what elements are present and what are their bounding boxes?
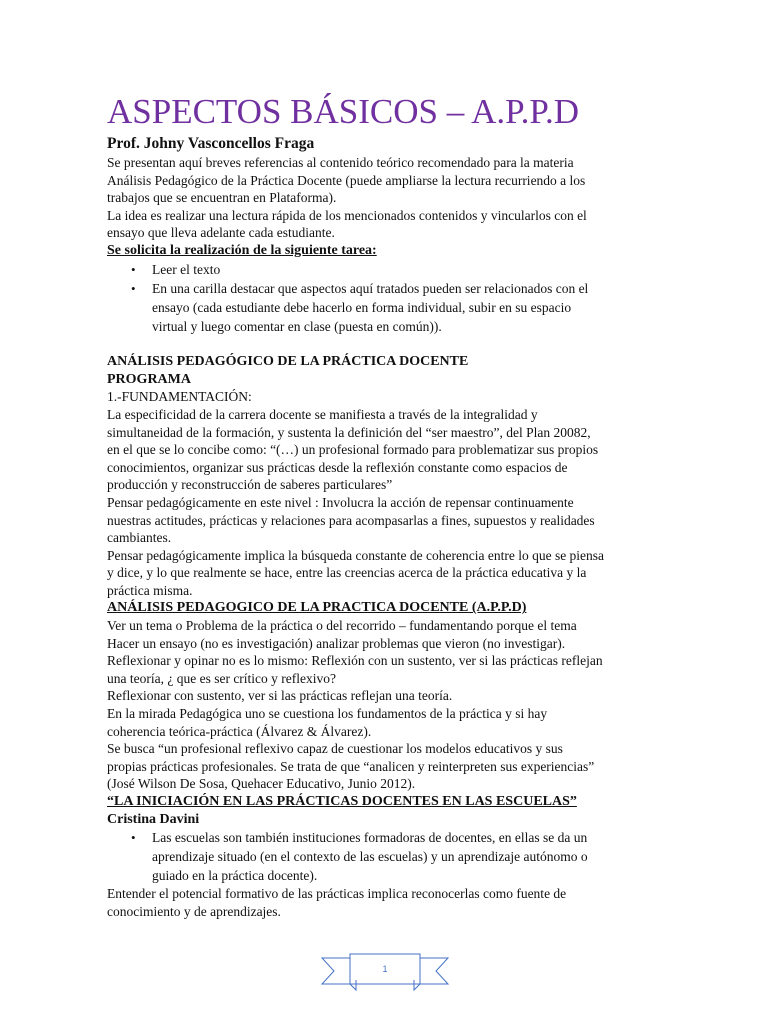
document-title: ASPECTOS BÁSICOS – A.P.P.D [107, 92, 580, 131]
text-line: producción y reconstrucción de saberes particulares” [107, 477, 393, 493]
section1-subheading: PROGRAMA [107, 371, 191, 387]
text-line: Se presentan aquí breves referencias al contenido teórico recomendado para la materia [107, 155, 574, 170]
page-number: 1 [382, 964, 388, 974]
text-line: trabajos que se encuentran en Plataforma). [107, 190, 337, 206]
text-line: En la mirada Pedagógica uno se cuestiona los fundamentos de la práctica y si hay [107, 706, 548, 722]
bullet-icon: • [131, 261, 136, 277]
text-line: simultaneidad de la formación, y sustenta la definición del “ser maestro”, del Plan 20082, [107, 424, 591, 440]
bullet-text: aprendizaje situado (en el contexto de las escuelas) y un aprendizaje autónomo o [152, 849, 588, 865]
bullet-icon: • [131, 830, 136, 846]
text-line: La especificidad de la carrera docente se manifiesta a través de la integralidad y [107, 406, 538, 422]
bullet-text: En una carilla destacar que aspectos aquí tratados pueden ser relacionados con el [152, 280, 589, 296]
section1-body [107, 388, 647, 599]
text-line: Reflexionar y opinar no es lo mismo: Reflexión con un sustento, ver si las prácticas reflejan [107, 653, 603, 669]
task-list [107, 260, 647, 336]
text-line: Análisis Pedagógico de la Práctica Docente (puede ampliarse la lectura recurriendo a los [107, 172, 586, 188]
text-line: Ver un tema o Problema de la práctica o del recorrido – fundamentando porque el tema [107, 618, 577, 634]
text-line: Hacer un ensayo (no es investigación) analizar problemas que vieron (no investigar). [107, 635, 566, 651]
bullet-item [107, 279, 647, 336]
text-line: Se busca “un profesional reflexivo capaz de cuestionar los modelos educativos y sus [107, 741, 563, 757]
footer-ribbon-icon [320, 950, 450, 1000]
text-line: coherencia teórica-práctica (Álvarez & Álvarez). [107, 723, 372, 739]
section3-heading: “LA INICIACIÓN EN LAS PRÁCTICAS DOCENTES EN LAS ESCUELAS” [107, 794, 577, 809]
text-line: Pensar pedagógicamente en este nivel : Involucra la acción de repensar continuamente [107, 494, 574, 510]
text-line: Reflexionar con sustento, ver si las prácticas reflejan una teoría. [107, 688, 453, 704]
bullet-text: Leer el texto [152, 261, 221, 277]
text-line: Pensar pedagógicamente implica la búsqueda constante de coherencia entre lo que se piensa [107, 547, 605, 563]
text-line: ensayo que lleva adelante cada estudiante. [107, 225, 335, 241]
text-line: propias prácticas profesionales. Se trata de que “analicen y reinterpreten sus experiencias” [107, 758, 595, 774]
bullet-text: ensayo (cada estudiante debe hacerlo en forma individual, subir en su espacio [152, 299, 572, 315]
bullet-text: Las escuelas son también instituciones formadoras de docentes, en ellas se da un [152, 830, 588, 846]
document-content [107, 92, 647, 920]
document-author: Prof. Johny Vasconcellos Fraga [107, 135, 315, 152]
text-line: Entender el potencial formativo de las prácticas implica reconocerlas como fuente de [107, 886, 567, 902]
bullet-icon: • [131, 280, 136, 296]
text-line: conocimiento y de aprendizajes. [107, 903, 281, 919]
bullet-item [107, 828, 647, 885]
section2-body [107, 617, 647, 793]
text-line: nuestras actitudes, prácticas y relaciones para acompasarlas a fines, supuestos y realidades [107, 512, 595, 528]
text-line: conocimientos, organizar sus prácticas desde la reflexión constante como espacios de [107, 459, 568, 475]
bullet-text: virtual y luego comentar en clase (puesta en común)). [152, 318, 442, 334]
bullet-item [107, 260, 647, 279]
text-line: 1.-FUNDAMENTACIÓN: [107, 389, 252, 405]
text-line: La idea es realizar una lectura rápida de los mencionados contenidos y vincularlos con el [107, 207, 587, 223]
page-footer [320, 950, 450, 1000]
section1-heading: ANÁLISIS PEDAGÓGICO DE LA PRÁCTICA DOCENTE [107, 354, 469, 370]
section3-body [107, 885, 647, 920]
text-line: práctica misma. [107, 582, 193, 598]
text-line: y dice, y lo que realmente se hace, entre las creencias acerca de la práctica educativa y la [107, 565, 587, 581]
section2-heading: ANÁLISIS PEDAGOGICO DE LA PRACTICA DOCENTE (A.P.P.D) [107, 600, 527, 616]
task-heading: Se solicita la realización de la siguiente tarea: [107, 242, 377, 258]
text-line: (José Wilson De Sosa, Quehacer Educativo, Junio 2012). [107, 776, 416, 792]
intro-paragraph [107, 154, 647, 242]
text-line: una teoría, ¿ que es ser crítico y reflexivo? [107, 670, 337, 686]
section3-author: Cristina Davini [107, 811, 200, 827]
text-line: en el que se lo concibe como: “(…) un profesional formado para problematizar sus propios [107, 442, 599, 458]
section3-list [107, 828, 647, 885]
text-line: cambiantes. [107, 530, 172, 546]
bullet-text: guiado en la práctica docente). [152, 868, 318, 884]
